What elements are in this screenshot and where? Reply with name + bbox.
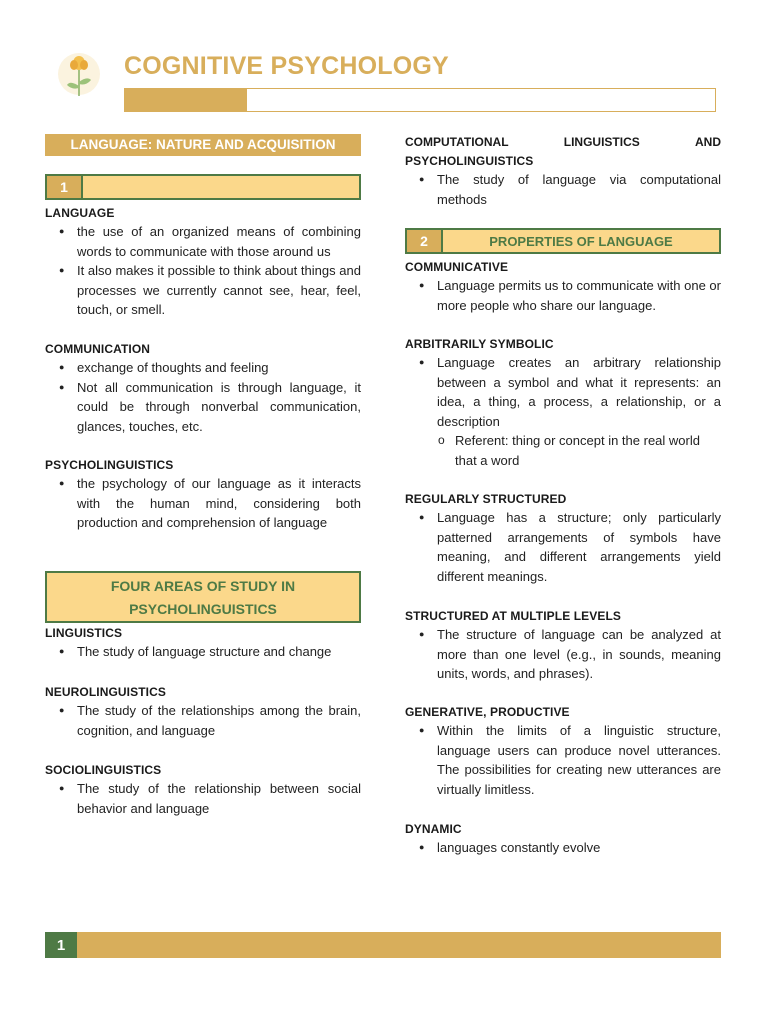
term-label: COMMUNICATIVE: [405, 260, 509, 274]
term-label: STRUCTURED AT MULTIPLE LEVELS: [405, 609, 622, 623]
term-label: LANGUAGE: [45, 206, 115, 220]
box-title: PROPERTIES OF LANGUAGE: [489, 233, 673, 249]
title-underline-bar: [124, 88, 716, 112]
communication-block: [45, 342, 361, 436]
term-label: SOCIOLINGUISTICS: [45, 763, 162, 777]
list-item: ● Language creates an arbitrary relationship between a symbol and what it represents: an idea, a thing, a process, a relationship, or a description: [405, 353, 721, 431]
flower-icon: [56, 50, 102, 102]
list-item: ● exchange of thoughts and feeling: [45, 358, 361, 378]
list-item: ● Language permits us to communicate with one or more people who share our language.: [405, 276, 721, 315]
section-heading: LANGUAGE: NATURE AND ACQUISITION: [45, 134, 361, 156]
list-item: ● The study of the relationships among the brain, cognition, and language: [45, 701, 361, 740]
list-item: ● The study of language structure and change: [45, 642, 361, 662]
list-item: ● Language has a structure; only particularly patterned arrangements of symbols have meaning, and different arrangements yield different meanings.: [405, 508, 721, 586]
term-label: ARBITRARILY SYMBOLIC: [405, 337, 554, 351]
linguistics-block: [45, 626, 361, 662]
term-label: DYNAMIC: [405, 822, 462, 836]
term-label: NEUROLINGUISTICS: [45, 685, 166, 699]
computational-block: COMPUTATIONAL LINGUISTICS AND PSYCHOLINGUISTICS ● The study of language via computational methods: [405, 135, 721, 209]
list-item: ● It also makes it possible to think about things and processes we currently cannot see, hear, feel, touch, or smell.: [45, 261, 361, 320]
term-label: GENERATIVE, PRODUCTIVE: [405, 705, 570, 719]
footer-bar: [45, 932, 721, 958]
dynamic-block: [405, 822, 721, 858]
sub-list-item: o Referent: thing or concept in the real world that a word: [405, 431, 721, 470]
term-label: PSYCHOLINGUISTICS: [45, 458, 174, 472]
list-item: ● the psychology of our language as it interacts with the human mind, considering both production and comprehension of language: [45, 474, 361, 533]
neurolinguistics-block: [45, 685, 361, 740]
list-item: ● The study of language via computational methods: [405, 170, 721, 209]
numbered-box-1: [45, 174, 361, 200]
term-label: LINGUISTICS: [45, 626, 123, 640]
box-number: 2: [407, 230, 443, 252]
psycholinguistics-block: [45, 458, 361, 533]
term-label: REGULARLY STRUCTURED: [405, 492, 567, 506]
numbered-box-2: [405, 228, 721, 254]
list-item: ● The structure of language can be analyzed at more than one level (e.g., in sounds, meaning units, words, and phrases).: [405, 625, 721, 684]
list-item: ● languages constantly evolve: [405, 838, 721, 858]
regularly-block: [405, 492, 721, 586]
box-number: 1: [47, 176, 83, 198]
sociolinguistics-block: [45, 763, 361, 818]
list-item: ● Not all communication is through language, it could be through nonverbal communication, glances, touches, etc.: [45, 378, 361, 437]
four-areas-box: FOUR AREAS OF STUDY IN PSYCHOLINGUISTICS: [45, 571, 361, 623]
arbitrarily-block: [405, 337, 721, 470]
page-number: 1: [45, 932, 77, 958]
term-label: COMMUNICATION: [45, 342, 151, 356]
list-item: ● The study of the relationship between social behavior and language: [45, 779, 361, 818]
multiple-levels-block: [405, 609, 721, 684]
term-label: COMPUTATIONAL LINGUISTICS AND: [405, 135, 721, 149]
list-item: ● the use of an organized means of combining words to communicate with those around us: [45, 222, 361, 261]
page-title: COGNITIVE PSYCHOLOGY: [124, 52, 449, 80]
communicative-block: [405, 260, 721, 315]
language-block: [45, 206, 361, 320]
list-item: ● Within the limits of a linguistic structure, language users can produce novel utterances. The possibilities for creating new utterances are virtually limitless.: [405, 721, 721, 799]
generative-block: [405, 705, 721, 799]
